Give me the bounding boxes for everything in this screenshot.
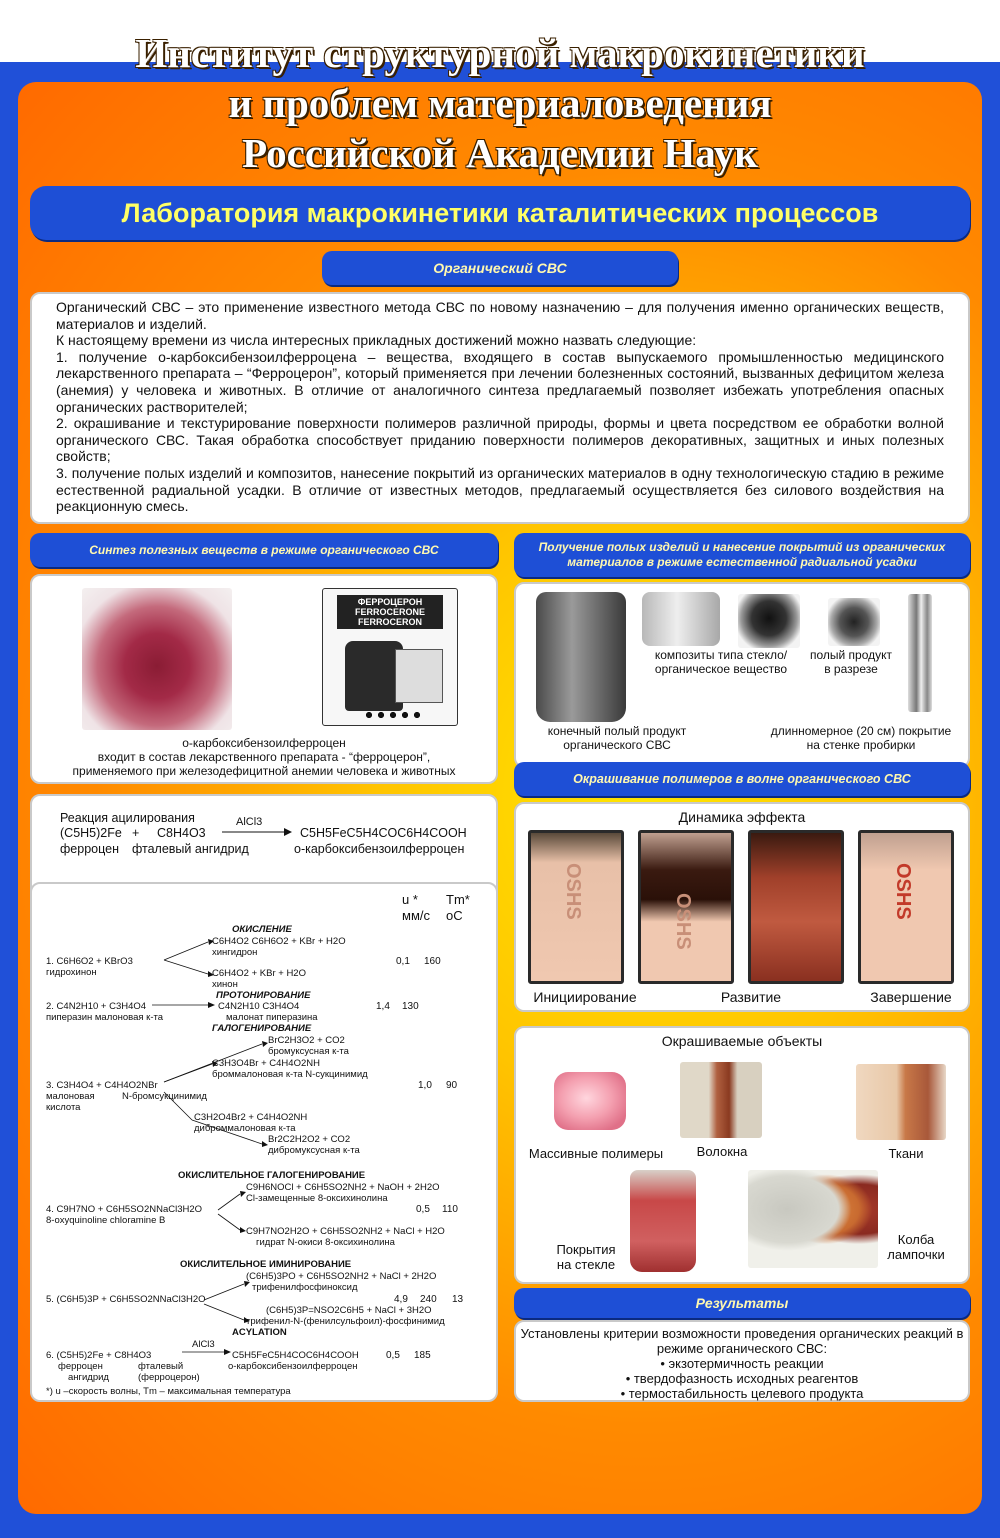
- r4-label: ОКИСЛИТЕЛЬНОЕ ГАЛОГЕНИРОВАНИЕ: [178, 1170, 366, 1181]
- massive-polymers-label: Массивные полимеры: [528, 1146, 664, 1161]
- r3-reactant-name-2: N-бромсукцинимид: [122, 1091, 207, 1102]
- r3-product-4: Br2C2H2O2 + CO2: [268, 1134, 351, 1145]
- r4-product-2: C9H7NO2H2O + C6H5SO2NH2 + NaCl + H2O: [246, 1226, 445, 1237]
- title-line-1: Институт структурной макрокинетики: [135, 30, 865, 76]
- ferroceron-package-photo: [322, 588, 458, 726]
- r1-reactant-name: гидрохинон: [46, 967, 97, 978]
- r5-label: ОКИСЛИТЕЛЬНОЕ ИМИНИРОВАНИЕ: [180, 1259, 352, 1270]
- composite-caption-2: органическое вещество: [654, 662, 788, 676]
- hollow-cut-caption-2: в разрезе: [824, 662, 878, 676]
- tube-stage-completion-2: [858, 830, 954, 984]
- hollow-section-photo: [828, 598, 880, 646]
- acylation-reactant-1-name: ферроцен: [60, 842, 119, 856]
- bulb-label-1: Колба: [897, 1232, 935, 1247]
- package-label: [337, 595, 443, 629]
- bulb-label: [876, 1232, 956, 1262]
- results-bullet-2: • твердофазность исходных реагентов: [625, 1371, 859, 1386]
- r3-reactant-name-1b: кислота: [46, 1102, 81, 1113]
- r3-tm: 90: [446, 1080, 458, 1091]
- tube-text-3: OSHS: [892, 863, 914, 920]
- package-label-line-3: FERROCERON: [357, 617, 422, 627]
- package-label-line-2: FERROCERONE: [354, 607, 425, 617]
- objects-box: [514, 1026, 970, 1284]
- stage-initiation-label: Инициирование: [533, 989, 637, 1005]
- r6-product-name: о-карбоксибензоилферроцен: [228, 1361, 358, 1372]
- results-bullet-1: • экзотермичность реакции: [660, 1356, 824, 1371]
- col-u-header: u *: [402, 892, 418, 907]
- r5-extra: 13: [452, 1294, 464, 1305]
- r3-reactant-name-1: малоновая: [46, 1091, 95, 1102]
- r1-product-2: C6H4O2 + KBr + H2O: [212, 968, 306, 979]
- title-line-3: Российской Академии Наук: [242, 130, 758, 176]
- composite-caption: [626, 648, 816, 676]
- reactions-footnote: *) u –скорость волны, Tm – максимальная температура: [46, 1386, 291, 1397]
- r1-u: 0,1: [396, 956, 410, 967]
- caption-line-2: входит в состав лекарственного препарата - “ферроцерон”,: [97, 750, 431, 764]
- r4-product-1-name: Cl-замещенные 8-оксихинолина: [246, 1193, 388, 1204]
- r5-u: 4,9: [394, 1294, 408, 1305]
- intro-paragraph-2: К настоящему времени из числа интересных прикладных достижений можно назвать следующие:: [56, 332, 697, 349]
- synthesis-box: [30, 574, 498, 784]
- coating-caption: [756, 724, 966, 752]
- hollow-cut-photo: [738, 594, 800, 648]
- final-product-caption-2: органического СВС: [563, 738, 671, 752]
- composite-photo: [642, 592, 720, 646]
- package-label-line-1: ФЕРРОЦЕРОН: [357, 597, 423, 607]
- col-tm-header: Tm*: [446, 892, 470, 907]
- r3-label: ГАЛОГЕНИРОВАНИЕ: [212, 1023, 312, 1034]
- tube-stage-initiation: [528, 830, 624, 984]
- r4-reactants: 4. C9H7NO + C6H5SO2NNaCl3H2O: [46, 1204, 203, 1215]
- r3-product-3-name: диброммалоновая к-та: [194, 1123, 296, 1134]
- fibers-photo: [680, 1062, 762, 1138]
- r4-product-2-name: гидрат N-окиси 8-оксихинолина: [256, 1237, 395, 1248]
- r3-product-1: BrC2H3O2 + CO2: [268, 1035, 345, 1046]
- synthesis-caption: [32, 736, 496, 778]
- r6-label: ACYLATION: [232, 1327, 287, 1338]
- tube-text-2: OSHS: [672, 893, 694, 950]
- r2-tm: 130: [402, 1001, 419, 1012]
- r2-label: ПРОТОНИРОВАНИЕ: [216, 990, 311, 1001]
- product-name-caption: о-карбоксибензоилферроцен: [182, 736, 346, 750]
- r6-product: C5H5FeC5H4COC6H4COOH: [232, 1350, 359, 1361]
- hollow-title-line-2: материалов в режиме естественной радиальной усадки: [567, 555, 917, 569]
- r5-reactants: 5. (C6H5)3P + C6H5SO2NNaCl3H2O: [46, 1294, 206, 1305]
- final-product-caption-1: конечный полый продукт: [547, 724, 687, 738]
- results-section-title: Результаты: [514, 1288, 970, 1318]
- title-line-2: и проблем материаловедения: [228, 80, 772, 126]
- fabrics-photo: [856, 1064, 946, 1140]
- r6-name-2: фталевый: [138, 1361, 184, 1372]
- r3-u: 1,0: [418, 1080, 432, 1091]
- glass-coating-label-1: Покрытия: [556, 1242, 616, 1257]
- r2-u: 1,4: [376, 1001, 390, 1012]
- r6-name-1: ферроцен: [58, 1361, 103, 1372]
- r5-tm: 240: [420, 1294, 437, 1305]
- results-box: [514, 1320, 970, 1402]
- r3-product-1-name: бромуксусная к-та: [268, 1046, 349, 1057]
- r6-tm: 185: [414, 1350, 431, 1361]
- results-line-2: режиме органического СВС:: [656, 1341, 828, 1356]
- bulbs-photo: [748, 1170, 878, 1268]
- intro-section-title: Органический СВС: [322, 251, 678, 285]
- tube-stage-completion-1: [748, 830, 844, 984]
- r6-reactants: 6. (C5H5)2Fe + C8H4O3: [46, 1350, 152, 1361]
- r2-product-name: малонат пиперазина: [226, 1012, 318, 1023]
- tube-stage-development: [638, 830, 734, 984]
- r1-tm: 160: [424, 956, 441, 967]
- medicine-box: [395, 649, 443, 703]
- intro-text-box: [30, 292, 970, 524]
- acylation-arrow: [222, 826, 292, 838]
- composite-caption-1: композиты типа стекло/: [654, 648, 788, 662]
- hollow-cut-caption-1: полый продукт: [809, 648, 893, 662]
- r4-u: 0,5: [416, 1204, 430, 1215]
- massive-polymer-photo: [554, 1072, 626, 1130]
- r2-reactants: 2. C4N2H10 + C3H4O4: [46, 1001, 147, 1012]
- acylation-reactant-2-name: фталевый ангидрид: [132, 842, 249, 856]
- acylation-catalyst: AlCl3: [236, 816, 263, 828]
- results-line-1: Установлены критерии возможности проведения органических реакций в: [520, 1326, 964, 1341]
- synthesis-section-title: Синтез полезных веществ в режиме органического СВС: [30, 533, 498, 567]
- r4-reactant-names: 8-oxyquinoline chloramine B: [46, 1215, 166, 1226]
- col-u-unit: мм/с: [402, 908, 430, 923]
- tablets: [363, 711, 423, 719]
- r5-product-1-name: трифенилфосфиноксид: [252, 1282, 358, 1293]
- results-bullet-3: • термостабильность целевого продукта: [620, 1386, 864, 1401]
- intro-paragraph-3: 1. получение о-карбоксибензоилферроцена – вещества, входящего в состав выпускаемого промышленностью медицинского лекарственного препарата – “Ферроцерон”, который применяется при лечении болезненных состояний, вызванных дефицитом железа (анемия) у человека и животных. В отличие от аналогичного синтеза предлагаемый позволяет избежать употребления опасных органических растворителей;: [56, 348, 944, 415]
- hollow-cut-caption: [796, 648, 906, 676]
- bulb-label-2: лампочки: [887, 1247, 945, 1262]
- stage-completion-label: Завершение: [870, 989, 952, 1005]
- r1-label: ОКИСЛЕНИЕ: [232, 924, 292, 935]
- acylation-plus: +: [132, 826, 140, 840]
- reactions-table-box: [30, 882, 498, 1402]
- final-product-caption: [522, 724, 712, 752]
- acylation-product: C5H5FeC5H4COC6H4COOH: [300, 826, 467, 840]
- r2-product: C4N2H10 C3H4O4: [218, 1001, 300, 1012]
- r6-name-1b: ангидрид: [68, 1372, 109, 1383]
- intro-paragraph-1: Органический СВС – это применение известного метода СВС по новому назначению – для получения именно органических веществ, материалов и изделий.: [56, 299, 944, 332]
- intro-paragraph-5: 3. получение полых изделий и композитов, нанесение покрытий из органических материалов в одну технологическую стадию в режиме естественной радиальной усадки. В отличие от известных методов, предлагаемый осуществляется без силового воздействия на реакционную смесь.: [56, 464, 944, 515]
- tube-text-1: OSHS: [562, 863, 584, 920]
- lab-name-bar: Лаборатория макрокинетики каталитических процессов: [30, 186, 970, 240]
- acylation-reactant-1: (C5H5)2Fe: [60, 826, 122, 840]
- stage-development-label: Развитие: [720, 989, 782, 1005]
- acylation-product-name: о-карбоксибензоилферроцен: [294, 842, 465, 856]
- r1-product-1: C6H4O2 C6H6O2 + KBr + H2O: [212, 936, 346, 947]
- acylation-reactant-2: C8H4O3: [157, 826, 206, 840]
- col-tm-unit: оС: [446, 908, 463, 923]
- final-hollow-product-photo: [536, 592, 626, 722]
- r3-reactants: 3. C3H4O4 + C4H4O2NBr: [46, 1080, 158, 1091]
- r1-product-2-name: хинон: [212, 979, 238, 990]
- r5-product-2: (C6H5)3P=NSO2C6H5 + NaCl + 3H2O: [266, 1305, 432, 1316]
- r2-reactant-names: пиперазин малоновая к-та: [46, 1012, 164, 1023]
- r3-product-4-name: дибромуксусная к-та: [268, 1145, 360, 1156]
- institute-title: [0, 28, 1000, 178]
- crystals-photo: [82, 588, 232, 730]
- objects-title: Окрашиваемые объекты: [661, 1033, 823, 1049]
- r3-product-2-name: броммалоновая к-та N-сукцинимид: [212, 1069, 368, 1080]
- hollow-section-title: [514, 533, 970, 577]
- coating-tube-photo: [908, 594, 932, 712]
- acylation-title: Реакция ацилирования: [60, 811, 195, 825]
- intro-paragraph-4: 2. окрашивание и текстурирование поверхности полимеров различной природы, формы и цвета посредством ее обработки волной органического СВС. Такая обработка способствует приданию поверхности полимеров декоративных, защитных и иных полезных свойств;: [56, 415, 944, 465]
- glass-coating-photo: [630, 1170, 696, 1272]
- r3-product-2: C3H3O4Br + C4H4O2NH: [212, 1058, 320, 1069]
- hollow-title-line-1: Получение полых изделий и нанесение покрытий из органических: [538, 540, 946, 554]
- hollow-products-box: [514, 582, 970, 768]
- r1-product-1-name: хингидрон: [212, 947, 258, 958]
- glass-coating-label-2: на стекле: [556, 1257, 616, 1272]
- coating-caption-2: на стенке пробирки: [806, 738, 916, 752]
- r4-tm: 110: [442, 1204, 458, 1215]
- r4-product-1: C9H6NOCl + C6H5SO2NH2 + NaOH + 2H2O: [246, 1182, 440, 1193]
- r6-u: 0,5: [386, 1350, 400, 1361]
- fibers-label: Волокна: [696, 1144, 748, 1159]
- caption-line-3: применяемого при железодефицитной анемии человека и животных: [72, 764, 456, 778]
- r1-reactants: 1. C6H6O2 + KBrO3: [46, 956, 133, 967]
- r6-name-2b: (ферроцерон): [138, 1372, 200, 1383]
- coloring-section-title: Окрашивание полимеров в волне органического СВС: [514, 762, 970, 796]
- coating-caption-1: длинномерное (20 см) покрытие: [770, 724, 952, 738]
- r6-catalyst: AlCl3: [192, 1339, 215, 1350]
- r3-product-3: C3H2O4Br2 + C4H4O2NH: [194, 1112, 308, 1123]
- dynamics-box: [514, 802, 970, 1012]
- glass-coating-label: [546, 1242, 626, 1272]
- r5-product-2-name: трифенил-N-(фенилсульфоил)-фосфинимид: [246, 1316, 445, 1327]
- fabrics-label: Ткани: [888, 1146, 924, 1161]
- r5-product-1: (C6H5)3PO + C6H5SO2NH2 + NaCl + 2H2O: [246, 1271, 437, 1282]
- dynamics-title: Динамика эффекта: [678, 809, 806, 825]
